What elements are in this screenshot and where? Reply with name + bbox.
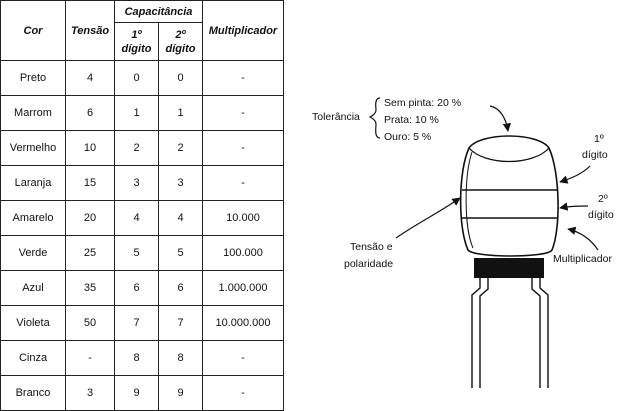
cell-digito-2: 5 <box>159 236 203 271</box>
header-tensao: Tensão <box>66 1 115 61</box>
arrow-digit-2 <box>560 206 588 208</box>
cell-cor: Preto <box>1 61 66 96</box>
label-prata: Prata: 10 % <box>384 114 439 126</box>
cell-digito-1: 6 <box>115 271 159 306</box>
lead-right-inner <box>540 278 548 388</box>
cell-multiplicador: 1.000.000 <box>203 271 284 306</box>
header-digito-2-word: dígito <box>165 42 196 55</box>
cell-digito-1: 0 <box>115 61 159 96</box>
header-digito-2-num: 2º <box>175 28 186 41</box>
cell-tensao: 15 <box>66 166 115 201</box>
header-capacitancia: Capacitância <box>115 1 203 23</box>
cell-cor: Violeta <box>1 306 66 341</box>
cell-cor: Cinza <box>1 341 66 376</box>
label-polaridade: polaridade <box>344 258 394 270</box>
capacitor-body <box>461 136 558 256</box>
cell-digito-1: 9 <box>115 376 159 411</box>
cell-tensao: 3 <box>66 376 115 411</box>
cell-cor: Vermelho <box>1 131 66 166</box>
cell-multiplicador: 10.000.000 <box>203 306 284 341</box>
cell-tensao: 20 <box>66 201 115 236</box>
lead-left-inner <box>480 278 488 388</box>
cell-cor: Branco <box>1 376 66 411</box>
label-sem-pinta: Sem pinta: 20 % <box>384 97 462 109</box>
label-multiplicador: Multiplicador <box>553 253 612 265</box>
arrow-tensao-polaridade <box>396 198 460 238</box>
cell-digito-1: 4 <box>115 201 159 236</box>
cell-multiplicador: - <box>203 96 284 131</box>
lead-right <box>532 278 540 388</box>
label-digito-1-word: dígito <box>582 149 608 161</box>
cell-digito-2: 6 <box>159 271 203 306</box>
cell-multiplicador: 100.000 <box>203 236 284 271</box>
cell-tensao: 4 <box>66 61 115 96</box>
cell-multiplicador: - <box>203 166 284 201</box>
arrow-multiplicador <box>568 229 598 250</box>
cell-tensao: 6 <box>66 96 115 131</box>
cell-multiplicador: - <box>203 376 284 411</box>
cell-tensao: - <box>66 341 115 376</box>
cell-digito-1: 5 <box>115 236 159 271</box>
cell-cor: Amarelo <box>1 201 66 236</box>
header-digito-1-word: dígito <box>121 42 152 55</box>
cell-digito-2: 3 <box>159 166 203 201</box>
cell-multiplicador: - <box>203 61 284 96</box>
label-tensao-e: Tensão e <box>350 241 393 253</box>
multiplier-band <box>474 258 544 278</box>
cell-digito-2: 9 <box>159 376 203 411</box>
label-digito-2-word: dígito <box>588 209 614 221</box>
cell-digito-1: 3 <box>115 166 159 201</box>
arrow-digit-1 <box>560 166 590 182</box>
cell-digito-2: 1 <box>159 96 203 131</box>
cell-multiplicador: - <box>203 341 284 376</box>
cell-digito-1: 2 <box>115 131 159 166</box>
cell-digito-2: 7 <box>159 306 203 341</box>
cell-tensao: 35 <box>66 271 115 306</box>
cell-multiplicador: - <box>203 131 284 166</box>
cell-tensao: 25 <box>66 236 115 271</box>
header-multiplicador: Multiplicador <box>203 1 284 61</box>
cell-cor: Verde <box>1 236 66 271</box>
cell-cor: Laranja <box>1 166 66 201</box>
cell-digito-2: 0 <box>159 61 203 96</box>
label-digito-1-num: 1º <box>594 133 604 145</box>
label-tolerancia: Tolerância <box>312 111 360 123</box>
lead-left <box>472 278 480 388</box>
cell-multiplicador: 10.000 <box>203 201 284 236</box>
header-cor: Cor <box>1 1 66 61</box>
label-ouro: Ouro: 5 % <box>384 131 432 143</box>
cell-digito-1: 1 <box>115 96 159 131</box>
cell-digito-2: 2 <box>159 131 203 166</box>
cell-tensao: 10 <box>66 131 115 166</box>
cell-digito-2: 8 <box>159 341 203 376</box>
cell-cor: Azul <box>1 271 66 306</box>
cell-digito-1: 8 <box>115 341 159 376</box>
header-digito-1-num: 1º <box>131 28 142 41</box>
cell-digito-2: 4 <box>159 201 203 236</box>
label-digito-2-num: 2º <box>598 193 608 205</box>
cell-digito-1: 7 <box>115 306 159 341</box>
arrow-tolerance <box>490 106 508 131</box>
cell-cor: Marrom <box>1 96 66 131</box>
cell-tensao: 50 <box>66 306 115 341</box>
tolerance-brace <box>370 98 380 138</box>
